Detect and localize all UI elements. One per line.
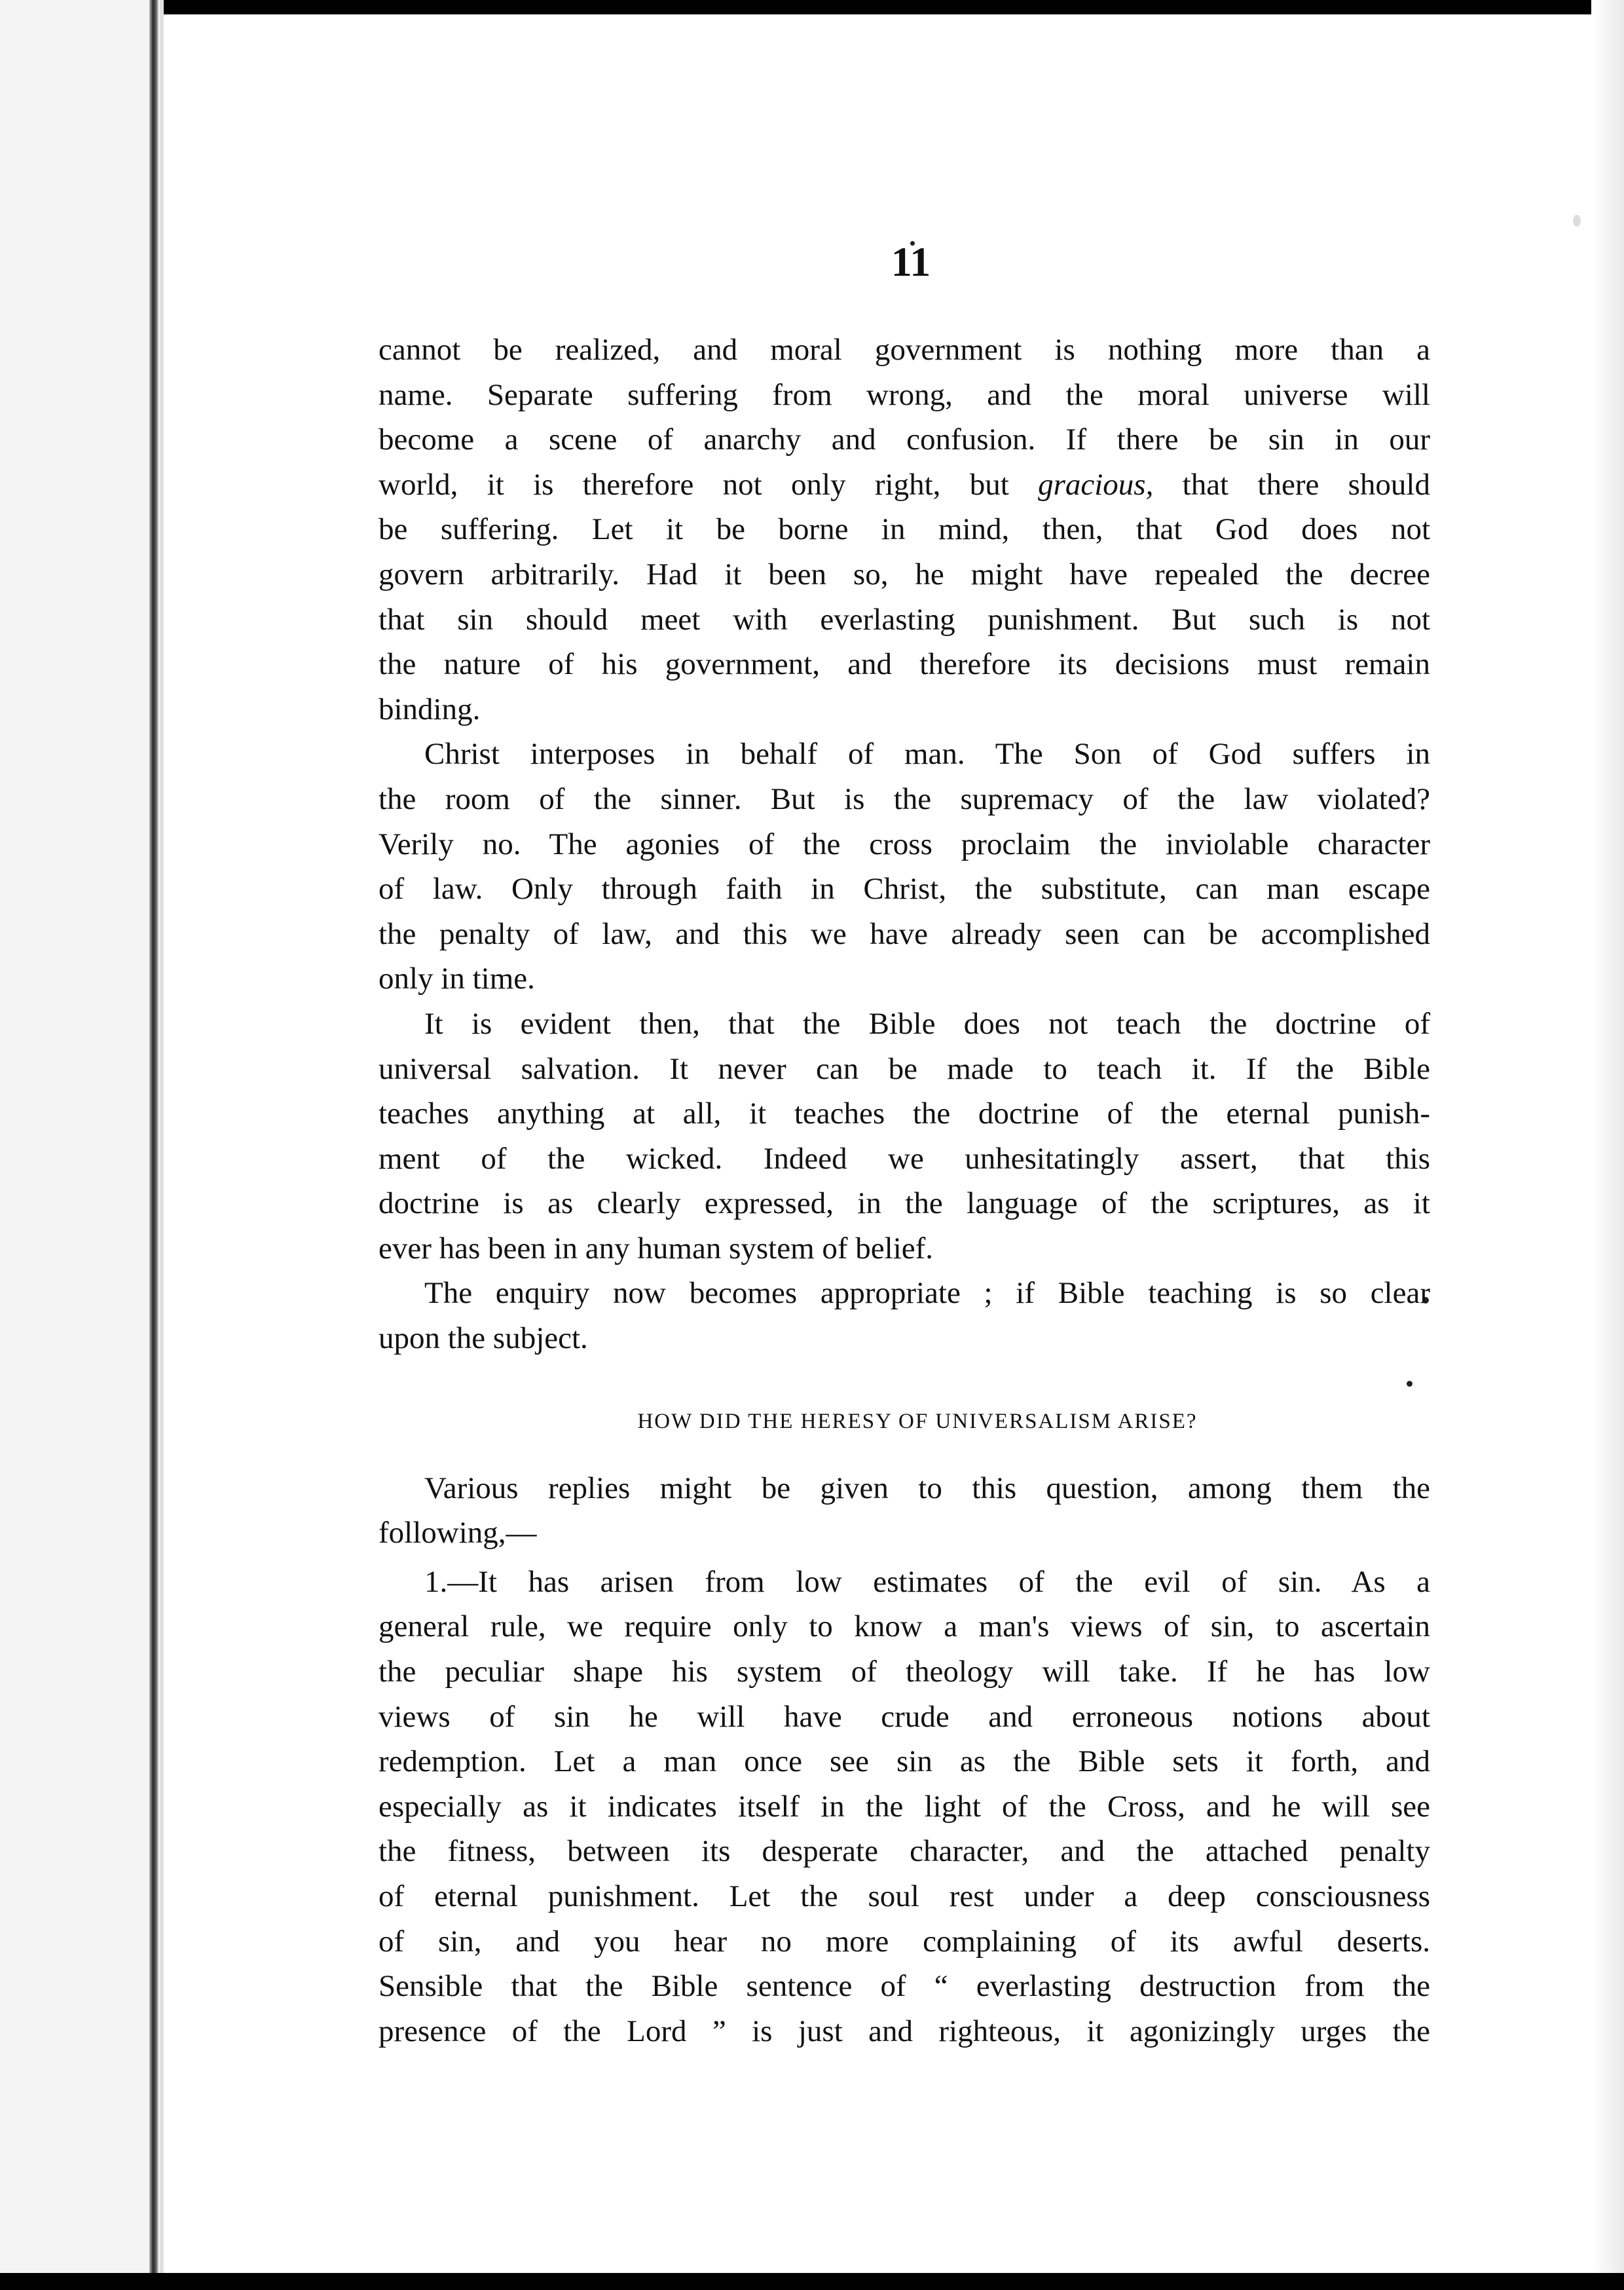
scan-bottom-border bbox=[0, 2273, 1624, 2290]
text-line: the peculiar shape his system of theology will take. If he has low bbox=[378, 1655, 1430, 1689]
text-line: that sin should meet with everlasting punishment. But such is not bbox=[378, 602, 1430, 637]
text-line: universal salvation. It never can be made to teach it. If the Bible bbox=[378, 1051, 1430, 1086]
text-line: world, it is therefore not only right, but gracious, that there should bbox=[378, 467, 1430, 502]
text-line: of sin, and you hear no more complaining of its awful deserts. bbox=[378, 1924, 1430, 1959]
text-line: especially as it indicates itself in the light of the Cross, and he will see bbox=[378, 1789, 1430, 1824]
ink-speck bbox=[1573, 215, 1581, 227]
text-line: It is evident then, that the Bible does not teach the doctrine of bbox=[424, 1006, 1430, 1041]
text-line: doctrine is as clearly expressed, in the language of the scriptures, as it bbox=[378, 1186, 1430, 1221]
text-line: of law. Only through faith in Christ, the substitute, can man escape bbox=[378, 872, 1430, 907]
text-line: the room of the sinner. But is the supremacy of the law violated? bbox=[378, 781, 1430, 816]
page-text-block bbox=[378, 236, 1430, 2054]
section-heading: HOW DID THE HERESY OF UNIVERSALISM ARISE? bbox=[637, 1409, 1198, 1433]
text-line: following,— bbox=[378, 1516, 537, 1550]
gutter-shadow bbox=[160, 0, 164, 2290]
text-line: Christ interposes in behalf of man. The Son of God suffers in bbox=[424, 737, 1430, 772]
paragraph-2 bbox=[378, 732, 1430, 1002]
text-line: cannot be realized, and moral government is nothing more than a bbox=[378, 333, 1430, 367]
text-line: become a scene of anarchy and confusion. If there be sin in our bbox=[378, 422, 1430, 457]
text-line: Verily no. The agonies of the cross proclaim the inviolable character bbox=[378, 827, 1430, 861]
page-edge-shade bbox=[1591, 0, 1624, 2290]
text-line: ever has been in any human system of belief. bbox=[378, 1231, 934, 1266]
paragraph-4 bbox=[378, 1271, 1430, 1361]
paragraph-1 bbox=[378, 328, 1430, 732]
text-line: binding. bbox=[378, 692, 481, 726]
paragraph-6 bbox=[378, 1560, 1430, 2054]
text-line: upon the subject. bbox=[378, 1321, 588, 1356]
paragraph-3 bbox=[378, 1002, 1430, 1271]
text-line: redemption. Let a man once see sin as the Bible sets it forth, and bbox=[378, 1744, 1430, 1779]
text-line: ment of the wicked. Indeed we unhesitatingly assert, that this bbox=[378, 1141, 1430, 1176]
text-line: be suffering. Let it be borne in mind, then, that God does not bbox=[378, 512, 1430, 547]
paragraph-5 bbox=[378, 1466, 1430, 1556]
text-line: Various replies might be given to this question, among them the bbox=[424, 1471, 1430, 1505]
scan-top-border bbox=[0, 0, 1624, 14]
facing-page-margin bbox=[0, 0, 160, 2290]
text-line: views of sin he will have crude and erroneous notions about bbox=[378, 1699, 1430, 1734]
text-line: the fitness, between its desperate character, and the attached penalty bbox=[378, 1834, 1430, 1869]
text-line: the penalty of law, and this we have already seen can be accomplished bbox=[378, 916, 1430, 951]
text-line: presence of the Lord ” is just and righteous, it agonizingly urges the bbox=[378, 2014, 1430, 2048]
text-line: 1.—It has arisen from low estimates of the evil of sin. As a bbox=[424, 1564, 1430, 1599]
book-gutter bbox=[149, 0, 158, 2290]
text-line: govern arbitrarily. Had it been so, he might have repealed the decree bbox=[378, 557, 1430, 591]
text-line: Sensible that the Bible sentence of “ everlasting destruction from the bbox=[378, 1969, 1430, 2004]
text-line: The enquiry now becomes appropriate ; if Bible teaching is so clear bbox=[424, 1276, 1430, 1311]
text-line: name. Separate suffering from wrong, and the moral universe will bbox=[378, 377, 1430, 412]
text-line: of eternal punishment. Let the soul rest under a deep consciousness bbox=[378, 1879, 1430, 1913]
page-number: 11 bbox=[891, 238, 931, 285]
text-line: the nature of his government, and therefore its decisions must remain bbox=[378, 647, 1430, 682]
text-line: general rule, we require only to know a man's views of sin, to ascertain bbox=[378, 1609, 1430, 1644]
italic-word: gracious, bbox=[1038, 467, 1154, 502]
text-line: teaches anything at all, it teaches the doctrine of the eternal punish- bbox=[378, 1097, 1430, 1131]
text-line: only in time. bbox=[378, 962, 535, 996]
